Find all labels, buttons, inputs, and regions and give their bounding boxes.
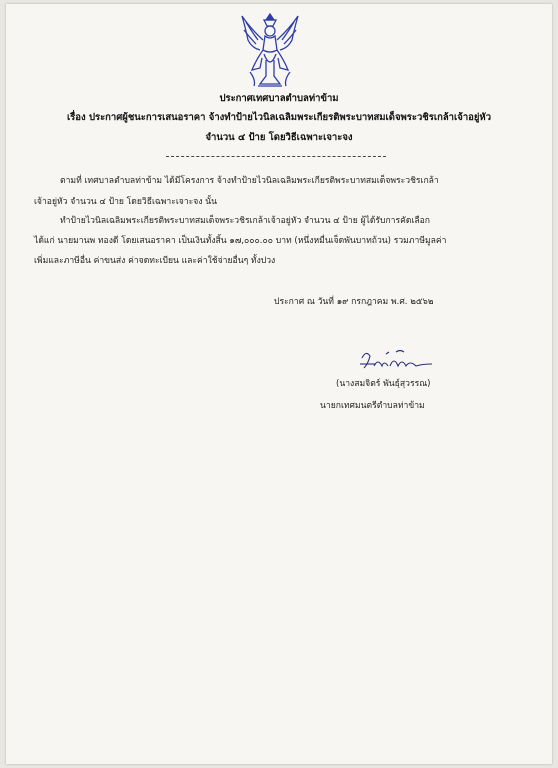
paragraph-2-line-1: ทำป้ายไวนิลเฉลิมพระเกียรติพระบาทสมเด็จพระวชิรเกล้าเจ้าอยู่หัว จำนวน ๔ ป้าย ผู้ได้รับการคัดเลือก [60, 216, 431, 226]
paragraph-1-line-1: ตามที่ เทศบาลตำบลท่าข้าม ได้มีโครงการ จ้างทำป้ายไวนิลเฉลิมพระเกียรติพระบาทสมเด็จพระวชิรเกล้า [60, 176, 439, 186]
announcement-subject-line2: จำนวน ๔ ป้าย โดยวิธีเฉพาะเจาะจง [205, 132, 353, 143]
announcement-subject: เรื่อง ประกาศผู้ชนะการเสนอราคา จ้างทำป้ายไวนิลเฉลิมพระเกียรติพระบาทสมเด็จพระวชิรเกล้าเจ้าอยู่หัว [66, 112, 492, 123]
paragraph-2-line-2: ได้แก่ นายมานพ ทองดี โดยเสนอราคา เป็นเงินทั้งสิ้น ๑๗,๐๐๐.๐๐ บาท (หนึ่งหมื่นเจ็ดพันบาทถ้วน) รวมภาษีมูลค่า [34, 236, 447, 246]
garuda-emblem-icon [236, 10, 304, 90]
paragraph-1-line-2: เจ้าอยู่หัว จำนวน ๔ ป้าย โดยวิธีเฉพาะเจาะจง นั้น [34, 197, 217, 207]
announcement-title: ประกาศเทศบาลตำบลท่าข้าม [219, 93, 339, 104]
document-page [6, 4, 552, 764]
divider [166, 156, 386, 157]
signer-position: นายกเทศมนตรีตำบลท่าข้าม [320, 401, 425, 411]
paragraph-2-line-3: เพิ่มและภาษีอื่น ค่าขนส่ง ค่าจดทะเบียน และค่าใช้จ่ายอื่นๆ ทั้งปวง [34, 256, 276, 266]
signature [356, 346, 436, 376]
signer-name: (นางสมจิตร์ พันธุ์สุวรรณ) [336, 379, 431, 389]
announcement-date: ประกาศ ณ วันที่ ๑๙ กรกฎาคม พ.ศ. ๒๕๖๒ [274, 297, 434, 307]
